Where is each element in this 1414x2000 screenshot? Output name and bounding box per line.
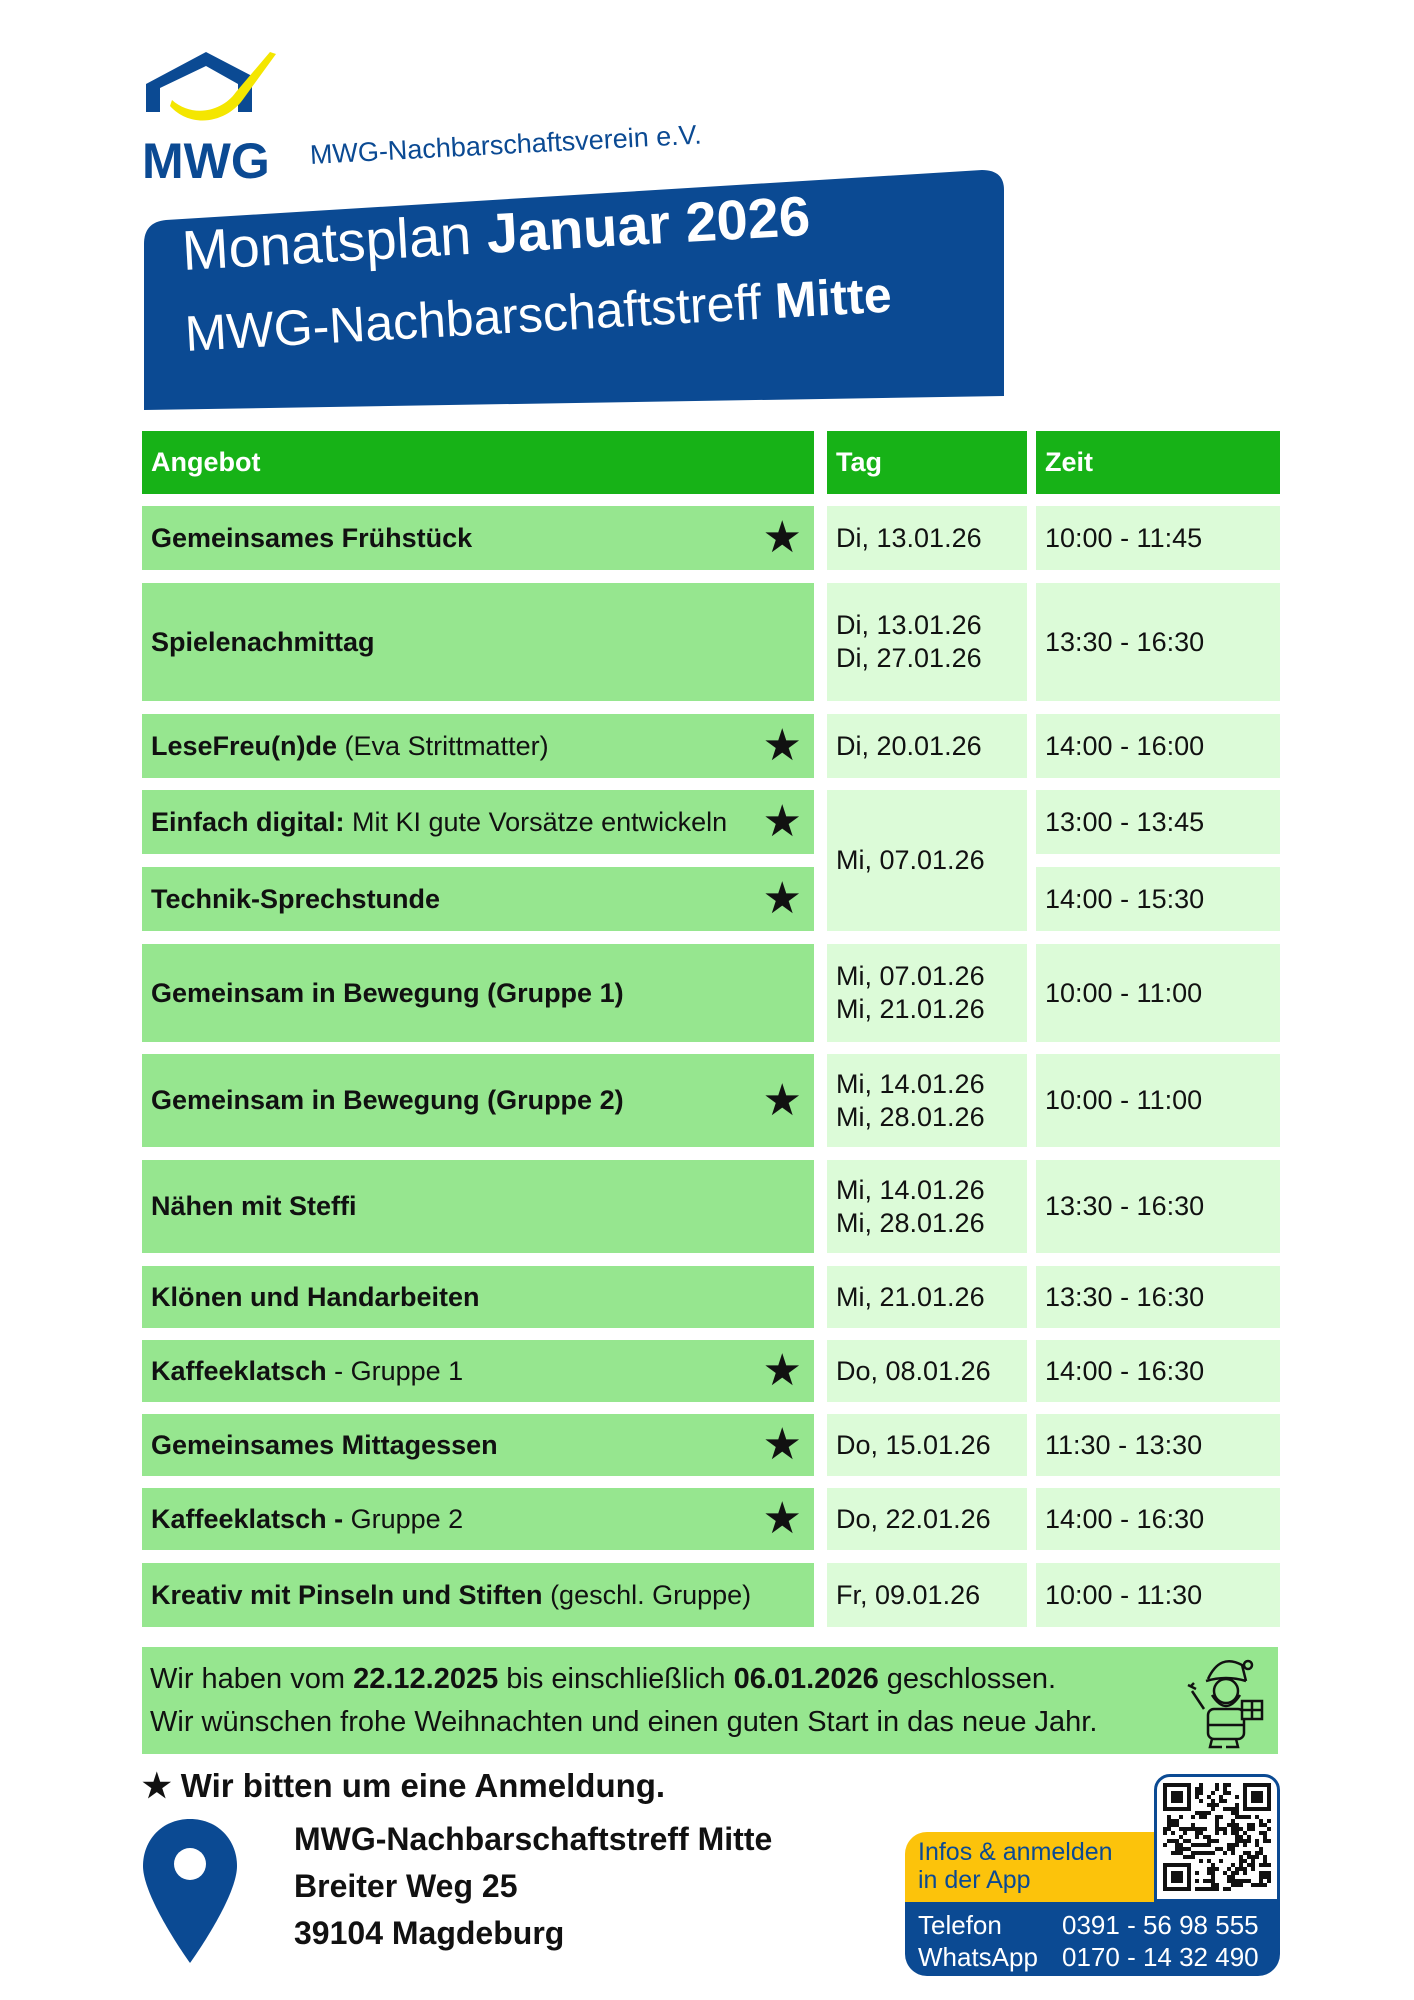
table-row-tag [827,1160,1027,1253]
app-info-line2: in der App [918,1866,1031,1894]
angebot-bold: Einfach digital: [151,806,345,837]
angebot-bold: Gemeinsames Frühstück [151,522,473,553]
time-value: 10:00 - 11:00 [1045,1085,1203,1115]
angebot-text [151,1580,751,1611]
header-tag [827,431,1027,494]
location-pin-icon [140,1816,240,1966]
address-street: Breiter Weg 25 [294,1868,518,1904]
header-angebot-label: Angebot [151,447,261,477]
address-city: 39104 Magdeburg [294,1915,565,1951]
date-value: Mi, 07.01.26 [836,845,985,875]
header-tag-label: Tag [836,447,882,477]
angebot-rest: Mit KI gute Vorsätze entwickeln [344,806,728,837]
date-value: Mi, 21.01.26 [836,994,985,1024]
star-icon: ★ [762,513,802,562]
date-value: Di, 20.01.26 [836,730,982,761]
table-row-angebot [142,583,814,701]
angebot-rest: (Eva Strittmatter) [337,730,549,761]
table-row-zeit [1036,1414,1280,1476]
table-row-tag [827,790,1027,931]
angebot-bold: Spielenachmittag [151,626,375,657]
angebot-text [151,731,549,762]
table-row-angebot [142,714,814,778]
mwg-logo [140,48,310,188]
star-icon: ★ [762,1075,802,1125]
angebot-text [151,1085,624,1116]
angebot-bold: Kaffeeklatsch [151,1355,327,1386]
table-row-tag [827,1563,1027,1627]
time-value: 14:00 - 15:30 [1045,883,1205,914]
star-icon: ★ [762,721,802,770]
date-value: Do, 15.01.26 [836,1429,991,1460]
time-value: 14:00 - 16:00 [1045,730,1205,761]
table-row-tag [827,944,1027,1042]
angebot-rest: (geschl. Gruppe) [542,1579,752,1610]
table-row-tag [827,1488,1027,1550]
table-row-zeit [1036,714,1280,778]
address-name: MWG-Nachbarschaftstreff Mitte [294,1821,773,1857]
header-zeit-label: Zeit [1045,447,1094,477]
app-info-line1: Infos & anmelden [918,1838,1113,1866]
whatsapp-number[interactable]: 0170 - 14 32 490 [1062,1942,1259,1972]
table-row-tag [827,1340,1027,1402]
table-row-angebot [142,1054,814,1147]
time-value: 13:30 - 16:30 [1045,626,1205,657]
angebot-bold: Gemeinsam in Bewegung (Gruppe 2) [151,1085,624,1115]
table-row-tag [827,1266,1027,1328]
table-row-angebot [142,1563,814,1627]
table-row-tag [827,1414,1027,1476]
table-row-zeit [1036,1160,1280,1253]
angebot-text [151,978,624,1009]
date-value: Di, 13.01.26 [836,610,982,640]
table-row-angebot [142,1160,814,1253]
table-row-tag [827,506,1027,570]
table-row-angebot [142,1340,814,1402]
time-value: 14:00 - 16:30 [1045,1503,1205,1534]
date-value: Mi, 07.01.26 [836,961,985,991]
date-value: Di, 13.01.26 [836,522,982,553]
header-zeit [1036,431,1280,494]
star-icon: ★ [142,1767,172,1804]
angebot-rest: Gruppe 2 [343,1503,464,1534]
angebot-text [151,1504,463,1535]
star-icon: ★ [762,797,802,846]
angebot-bold: Gemeinsam in Bewegung (Gruppe 1) [151,977,624,1008]
qr-code[interactable] [1163,1783,1271,1891]
table-row-zeit [1036,1266,1280,1328]
star-icon: ★ [762,1420,802,1469]
table-row-angebot [142,1488,814,1550]
angebot-text [151,523,472,554]
date-value: Mi, 28.01.26 [836,1101,985,1132]
date-value: Mi, 14.01.26 [836,1174,985,1205]
phone-number[interactable]: 0391 - 56 98 555 [1062,1910,1259,1940]
date-value: Fr, 09.01.26 [836,1579,981,1610]
date-value: Di, 27.01.26 [836,643,982,673]
date-value: Mi, 28.01.26 [836,1207,985,1238]
angebot-text [151,884,440,915]
header-angebot [142,431,814,494]
time-value: 11:30 - 13:30 [1045,1429,1203,1460]
angebot-bold: Klönen und Handarbeiten [151,1281,480,1312]
table-row-angebot [142,1414,814,1476]
angebot-bold: Kaffeeklatsch - [151,1503,344,1534]
time-value: 13:30 - 16:30 [1045,1281,1205,1312]
date-value: Do, 08.01.26 [836,1355,991,1386]
table-row-zeit [1036,790,1280,854]
angebot-text [151,627,375,658]
table-row-angebot [142,1266,814,1328]
star-icon: ★ [762,1494,802,1543]
table-row-zeit [1036,944,1280,1042]
page-subtitle: MWG-Nachbarschaftstreff Mitte [183,266,894,362]
table-row-angebot [142,506,814,570]
closing-notice-line2: Wir wünschen frohe Weihnachten und einen guten Start in das neue Jahr. [150,1706,1098,1738]
table-row-zeit [1036,1563,1280,1627]
org-name: MWG-Nachbarschaftsverein e.V. [309,119,703,170]
angebot-bold: Nähen mit Steffi [151,1191,357,1221]
registration-note: ★ Wir bitten um eine Anmeldung. [142,1767,666,1804]
phone-label: Telefon [918,1910,1002,1940]
table-row-angebot [142,790,814,854]
time-value: 10:00 - 11:00 [1045,977,1203,1008]
table-row-zeit [1036,1488,1280,1550]
table-row-zeit [1036,1054,1280,1147]
table-row-tag [827,1054,1027,1147]
table-row-zeit [1036,1340,1280,1402]
time-value: 13:00 - 13:45 [1045,806,1205,837]
angebot-text [151,1356,463,1387]
closing-notice-line1: Wir haben vom 22.12.2025 bis einschließlich 06.01.2026 geschlossen. [150,1663,1057,1695]
angebot-text [151,1191,357,1222]
date-value: Mi, 14.01.26 [836,1068,985,1099]
date-value: Mi, 21.01.26 [836,1281,985,1312]
table-row-angebot [142,867,814,931]
angebot-bold: Gemeinsames Mittagessen [151,1429,498,1460]
table-row-tag [827,714,1027,778]
time-value: 10:00 - 11:45 [1045,522,1203,553]
angebot-text [151,1282,480,1313]
time-value: 10:00 - 11:30 [1045,1579,1203,1610]
table-row-zeit [1036,867,1280,931]
angebot-rest: - Gruppe 1 [326,1355,464,1386]
time-value: 13:30 - 16:30 [1045,1191,1205,1221]
angebot-text [151,1430,498,1461]
whatsapp-label: WhatsApp [918,1942,1038,1972]
star-icon: ★ [762,874,802,923]
santa-icon [1180,1651,1270,1751]
table-row-zeit [1036,583,1280,701]
time-value: 14:00 - 16:30 [1045,1355,1205,1386]
angebot-bold: Kreativ mit Pinseln und Stiften [151,1579,543,1610]
date-value: Do, 22.01.26 [836,1503,991,1534]
svg-text:MWG: MWG [142,133,270,188]
angebot-bold: Technik-Sprechstunde [151,883,441,914]
star-icon: ★ [762,1346,802,1395]
angebot-text [151,807,727,838]
angebot-bold: LeseFreu(n)de [151,730,338,761]
table-row-zeit [1036,506,1280,570]
table-row-tag [827,583,1027,701]
table-row-angebot [142,944,814,1042]
page-title: Monatsplan Januar 2026 [180,183,812,282]
